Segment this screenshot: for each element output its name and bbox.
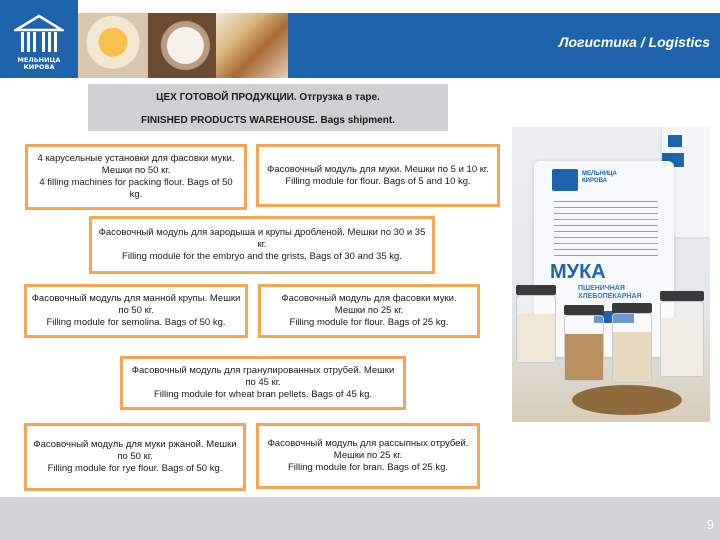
info-box-text-en: Filling module for flour. Bags of 5 and 10 kg. <box>285 175 471 187</box>
flour-bowl-photo <box>148 13 216 78</box>
info-box-carousel-machines <box>25 144 247 210</box>
jar-lid <box>660 291 704 301</box>
info-box-flour-5-10kg <box>256 144 500 207</box>
section-heading <box>88 84 448 131</box>
bag-sub-line2: ХЛЕБОПЕКАРНАЯ <box>578 293 642 300</box>
jar-flour <box>516 295 556 363</box>
info-box-text-en: Filling module for semolina. Bags of 50 kg. <box>46 317 226 328</box>
jar-lid <box>564 305 604 315</box>
info-box-text-en: Filling module for rye flour. Bags of 50 kg. <box>47 463 223 474</box>
heading-english: FINISHED PRODUCTS WAREHOUSE. Bags shipment. <box>141 115 395 126</box>
bag-brand <box>582 171 617 185</box>
jar-lid <box>612 303 652 313</box>
info-box-text-ru: Фасовочный модуль для муки. Мешки по 5 и 10 кг. <box>267 163 489 175</box>
jar-flour-large <box>660 301 704 377</box>
logo-text-line2: КИРОВА <box>23 63 55 71</box>
info-box-text-ru: Фасовочный модуль для муки ржаной. Мешки по 50 кг. <box>33 439 237 462</box>
info-box-embryo-grists <box>89 216 435 274</box>
info-box-text-ru: Фасовочный модуль для гранулированных отрубей. Мешки по 45 кг. <box>131 365 395 388</box>
company-logo <box>0 0 78 78</box>
logo-text <box>0 57 78 71</box>
bag-logo-icon <box>668 135 682 147</box>
info-box-text-en: Filling module for the embryo and the grists. Bags of 30 and 35 kg. <box>122 251 402 262</box>
heading-russian: ЦЕХ ГОТОВОЙ ПРОДУКЦИИ. Отгрузка в таре. <box>156 92 380 103</box>
info-box-semolina <box>24 284 248 338</box>
info-box-bran-pellets <box>120 356 406 410</box>
info-box-rye-flour <box>24 423 246 491</box>
bag-fine-print <box>554 201 658 257</box>
bag-product-subtitle <box>578 285 642 301</box>
bag-brand-line2: КИРОВА <box>582 178 607 184</box>
info-box-flour-25kg <box>258 284 480 338</box>
mill-building-icon <box>14 14 64 54</box>
jar-bran <box>564 315 604 381</box>
logo-text-line1: МЕЛЬНИЦА <box>17 56 61 64</box>
grain-pile <box>572 385 682 415</box>
info-box-text-ru: Фасовочный модуль для фасовки муки. Мешки по 25 кг. <box>281 293 457 316</box>
info-box-text-en: Filling module for bran. Bags of 25 kg. <box>287 462 448 473</box>
bag-product-word: МУКА <box>550 261 606 283</box>
product-photo <box>512 127 710 422</box>
header <box>0 0 720 78</box>
jar-grain <box>612 313 652 383</box>
page-number: 9 <box>706 517 714 532</box>
wheat-bread-photo <box>216 13 288 78</box>
bag-brand-line1: МЕЛЬНИЦА <box>582 171 617 177</box>
info-box-text-en: Filling module for flour. Bags of 25 kg. <box>289 317 449 328</box>
info-box-text-ru: Фасовочный модуль для рассыпных отрубей. Мешки по 25 кг. <box>267 438 469 461</box>
page-title: Логистика / Logistics <box>558 34 710 50</box>
info-box-bran-loose <box>256 423 480 489</box>
info-box-text-ru: Фасовочный модуль для зародыша и крупы дробленой. Мешки по 30 и 35 кг. <box>98 227 426 250</box>
bag-logo-icon <box>552 169 578 191</box>
info-box-text-ru: Фасовочный модуль для манной крупы. Мешки по 50 кг. <box>31 293 241 316</box>
flour-egg-photo <box>78 13 148 78</box>
jar-lid <box>516 285 556 295</box>
info-box-text-en: 4 filling machines for packing flour. Bags of 50 kg. <box>39 177 233 200</box>
bag-sub-line1: ПШЕНИЧНАЯ <box>578 285 625 292</box>
info-box-text-ru: 4 карусельные установки для фасовки муки. Мешки по 50 кг. <box>37 153 235 176</box>
footer-bar <box>0 497 720 540</box>
info-box-text-en: Filling module for wheat bran pellets. Bags of 45 kg. <box>153 389 373 400</box>
